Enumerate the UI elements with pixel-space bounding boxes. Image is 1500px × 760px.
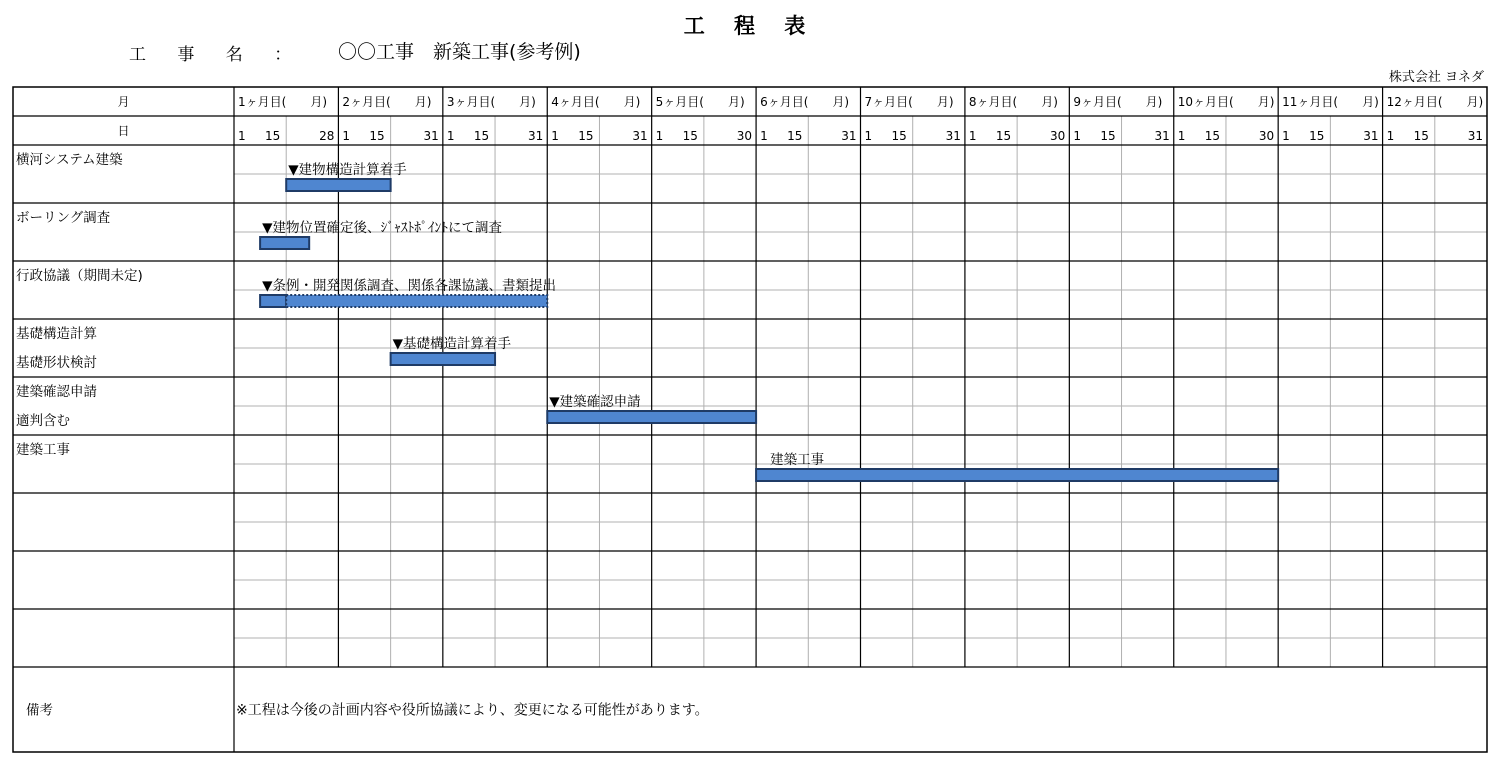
month-label: 2ヶ月目( 月) [342,95,432,109]
day-tick-label: 1 [551,129,559,143]
schedule-bar [547,411,756,423]
day-tick-label: 31 [1467,129,1483,143]
month-label: 12ヶ月目( 月) [1386,95,1484,109]
task-label: ボーリング調査 [16,210,111,226]
day-tick-label: 1 [1386,129,1395,143]
task-label: 基礎構造計算 [16,326,97,342]
month-label: 7ヶ月目( 月) [864,95,954,109]
day-tick-label: 15 [1204,129,1221,143]
month-label: 5ヶ月目( 月) [655,95,745,109]
day-tick-label: 15 [265,129,281,143]
month-label: 1ヶ月目( 月) [238,95,327,109]
task-label: 基礎形状検討 [16,355,97,371]
schedule-bar-label: ▼基礎構造計算着手 [392,336,512,352]
schedule-bar [756,469,1278,481]
day-tick-label: 15 [1100,129,1116,143]
day-tick-label: 28 [319,129,335,143]
schedule-bar [391,353,495,365]
month-header: 月 [117,95,130,109]
day-tick-label: 31 [945,129,961,143]
schedule-bar-label: 建築工事 [770,452,825,468]
task-label: 建築確認申請 [16,384,97,400]
schedule-bar [260,237,309,249]
day-tick-label: 15 [1413,129,1429,143]
day-header: 日 [117,124,130,138]
day-tick-label: 1 [446,129,455,143]
schedule-bar-label: ▼建築確認申請 [549,394,641,410]
day-tick-label: 1 [1177,129,1186,143]
day-tick-label: 31 [1154,129,1170,143]
task-label: 横河システム建築 [16,152,123,168]
day-tick-label: 1 [655,129,664,143]
schedule-bar-label: ▼建物位置確定後、ｼﾞｬｽﾄﾎﾟｲﾝﾄにて調査 [262,220,502,236]
day-tick-label: 1 [864,129,873,143]
day-tick-label: 1 [1282,129,1290,143]
month-label: 9ヶ月目( 月) [1073,95,1163,109]
day-tick-label: 30 [1050,129,1066,143]
month-label: 3ヶ月目( 月) [446,95,536,109]
month-label: 11ヶ月目( 月) [1282,95,1379,109]
task-label: 適判含む [16,413,70,429]
project-name: 〇〇工事 新築工事(参考例) [338,41,581,63]
day-tick-label: 31 [841,129,857,143]
day-tick-label: 30 [1258,129,1275,143]
day-tick-label: 31 [632,129,648,143]
day-tick-label: 15 [369,129,385,143]
schedule-bar [260,295,286,307]
day-tick-label: 15 [682,129,698,143]
task-label: 建築工事 [16,442,70,458]
day-tick-label: 31 [1363,129,1379,143]
remarks-text: ※工程は今後の計画内容や役所協議により、変更になる可能性があります。 [236,702,709,719]
page-title: 工 程 表 [683,14,817,38]
task-label: 行政協議（期間未定) [16,268,143,284]
schedule-bar-tentative [286,295,547,307]
day-tick-label: 1 [760,129,768,143]
day-tick-label: 15 [473,129,490,143]
schedule-bar-label: ▼建物構造計算着手 [288,162,407,178]
day-tick-label: 31 [423,129,439,143]
month-label: 6ヶ月目( 月) [760,95,850,109]
day-tick-label: 15 [787,129,803,143]
day-tick-label: 15 [578,129,594,143]
day-tick-label: 30 [736,129,753,143]
day-tick-label: 1 [968,129,977,143]
day-tick-label: 1 [342,129,351,143]
day-tick-label: 31 [527,129,544,143]
schedule-bar-label: ▼条例・開発関係調査、関係各課協議、書類提出 [262,278,556,294]
company-name: 株式会社 ヨネダ [1388,70,1484,85]
day-tick-label: 1 [238,129,246,143]
project-name-label: 工 事 名 ： [129,45,305,65]
month-label: 8ヶ月目( 月) [968,95,1058,109]
day-tick-label: 15 [891,129,907,143]
remarks-label: 備考 [26,702,53,719]
month-label: 4ヶ月目( 月) [551,95,641,109]
day-tick-label: 1 [1073,129,1081,143]
day-tick-label: 15 [1309,129,1325,143]
schedule-bar [286,179,390,191]
month-label: 10ヶ月目( 月) [1177,95,1275,109]
day-tick-label: 15 [995,129,1012,143]
